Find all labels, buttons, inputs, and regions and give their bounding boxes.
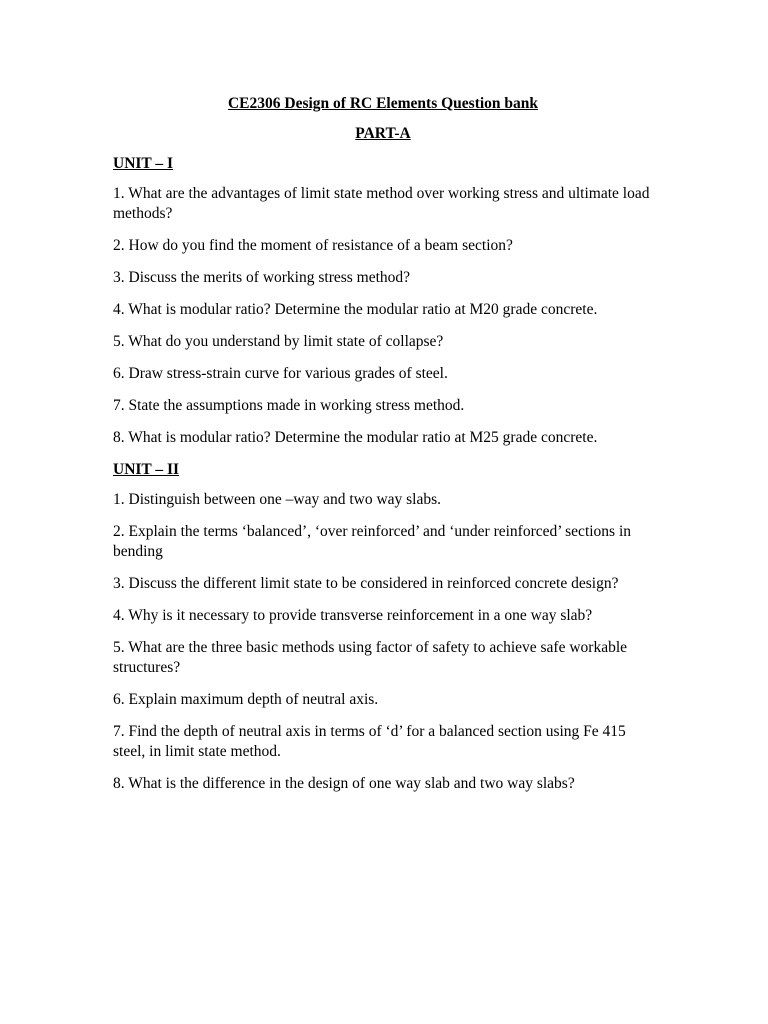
question-item: 4. What is modular ratio? Determine the modular ratio at M20 grade concrete. bbox=[113, 301, 598, 318]
question-item: 1. What are the advantages of limit state method over working stress and ultimate load methods? bbox=[113, 185, 650, 222]
question-item: 3. Discuss the merits of working stress method? bbox=[113, 269, 411, 286]
question-item: 1. Distinguish between one –way and two way slabs. bbox=[113, 491, 442, 508]
question-item: 7. State the assumptions made in working stress method. bbox=[113, 397, 465, 414]
question-item: 5. What are the three basic methods using factor of safety to achieve safe workable structures? bbox=[113, 639, 628, 676]
question-item: 5. What do you understand by limit state of collapse? bbox=[113, 333, 444, 350]
question-item: 6. Explain maximum depth of neutral axis. bbox=[113, 691, 379, 708]
unit-section bbox=[113, 460, 653, 794]
question-item: 4. Why is it necessary to provide transverse reinforcement in a one way slab? bbox=[113, 607, 593, 624]
question-item: 8. What is the difference in the design of one way slab and two way slabs? bbox=[113, 775, 575, 792]
question-item: 6. Draw stress-strain curve for various grades of steel. bbox=[113, 365, 448, 382]
document-page bbox=[113, 94, 653, 806]
unit-heading: UNIT – I bbox=[113, 155, 174, 172]
question-item: 3. Discuss the different limit state to be considered in reinforced concrete design? bbox=[113, 575, 619, 592]
question-item: 8. What is modular ratio? Determine the modular ratio at M25 grade concrete. bbox=[113, 429, 598, 446]
part-heading: PART-A bbox=[355, 125, 411, 142]
question-item: 2. How do you find the moment of resistance of a beam section? bbox=[113, 237, 513, 254]
document-title: CE2306 Design of RC Elements Question bank bbox=[227, 95, 539, 112]
unit-heading: UNIT – II bbox=[113, 461, 180, 478]
question-item: 7. Find the depth of neutral axis in terms of ‘d’ for a balanced section using Fe 415 steel, in limit state method. bbox=[113, 723, 626, 760]
unit-section bbox=[113, 154, 653, 448]
question-item: 2. Explain the terms ‘balanced’, ‘over reinforced’ and ‘under reinforced’ sections in bending bbox=[113, 523, 632, 560]
